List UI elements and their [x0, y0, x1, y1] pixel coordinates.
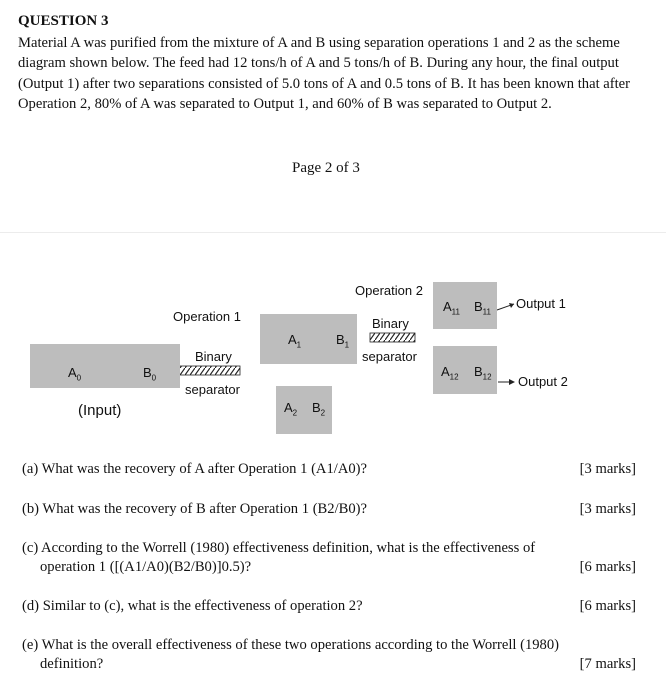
output-1-caption: Output 1: [516, 296, 566, 311]
question-body: Material A was purified from the mixture of A and B using separation operations 1 and 2 as the scheme diagram shown below. The feed had 12 tons/h of A and 5 tons/h of B. During any hour, the final output (Output 1) after two separations consisted of 5.0 tons of A and 0.5 tons of B. It has been known that after Operation 2, 80% of A was separated to Output 1, and 60% of B was separated to Output 2.: [18, 35, 631, 112]
question-label: (e): [22, 637, 39, 653]
question-text: What was the recovery of B after Operation 1 (B2/B0)?: [42, 501, 368, 517]
question-item-d: [22, 597, 636, 616]
input-caption: (Input): [78, 402, 122, 419]
question-title: QUESTION 3: [18, 13, 109, 29]
output-2-a-label: $A_{12}$: [441, 364, 459, 382]
question-label: (d): [22, 598, 40, 614]
question-label: (c): [22, 540, 39, 556]
question-text: What was the recovery of A after Operation 1 (A1/A0)?: [41, 461, 367, 477]
stage-1-bottom-b-label: $B_2$: [312, 400, 326, 418]
operation-2-device-bottom: separator: [362, 349, 417, 364]
output-2-caption: Output 2: [518, 374, 568, 389]
question-label: (a): [22, 461, 39, 477]
question-item-b: [22, 500, 636, 519]
separation-diagram: [0, 270, 666, 440]
operation-1-device-bottom: separator: [185, 382, 240, 397]
separator-1-hatch: [178, 366, 240, 375]
question-text: Similar to (c), what is the effectiveness of operation 2?: [42, 598, 363, 614]
question-text-line-2: definition? [7 marks]: [40, 656, 636, 672]
question-marks: [7 marks]: [579, 656, 636, 672]
input-b-label: $B_0$: [143, 365, 157, 383]
stage-1-top-a-label: $A_1$: [288, 332, 302, 350]
page-number: Page 2 of 3: [292, 160, 360, 176]
question-marks: [3 marks]: [579, 501, 636, 517]
stage-1-top-b-label: $B_1$: [336, 332, 350, 350]
output-1-a-label: $A_{11}$: [443, 299, 460, 317]
output-1-b-label: $B_{11}$: [474, 299, 491, 317]
input-box: [30, 344, 180, 388]
question-text: What is the overall effectiveness of these two operations according to the Worrell (1980): [41, 637, 560, 653]
output-2-b-label: $B_{12}$: [474, 364, 492, 382]
page-divider: [0, 232, 666, 233]
question-item-a: [22, 460, 636, 479]
question-text-line-2: operation 1 ([(A1/A0)(B2/B0)]0.5)? [6 marks]: [40, 559, 636, 575]
question-marks: [6 marks]: [579, 598, 636, 614]
operation-2-title: Operation 2: [355, 283, 423, 298]
operation-1-title: Operation 1: [173, 309, 241, 324]
question-marks: [3 marks]: [579, 461, 636, 477]
question-marks: [6 marks]: [579, 559, 636, 575]
question-text: According to the Worrell (1980) effectiveness definition, what is the effectiveness of: [41, 540, 536, 556]
operation-1-device-top: Binary: [195, 349, 232, 364]
separator-2-hatch: [370, 333, 415, 342]
stage-1-bottom-a-label: $A_2$: [284, 400, 298, 418]
input-a-label: $A_0$: [68, 365, 82, 383]
operation-2-device-top: Binary: [372, 316, 409, 331]
question-label: (b): [22, 501, 40, 517]
question-item-e: [22, 636, 636, 674]
question-item-c: [22, 539, 636, 577]
